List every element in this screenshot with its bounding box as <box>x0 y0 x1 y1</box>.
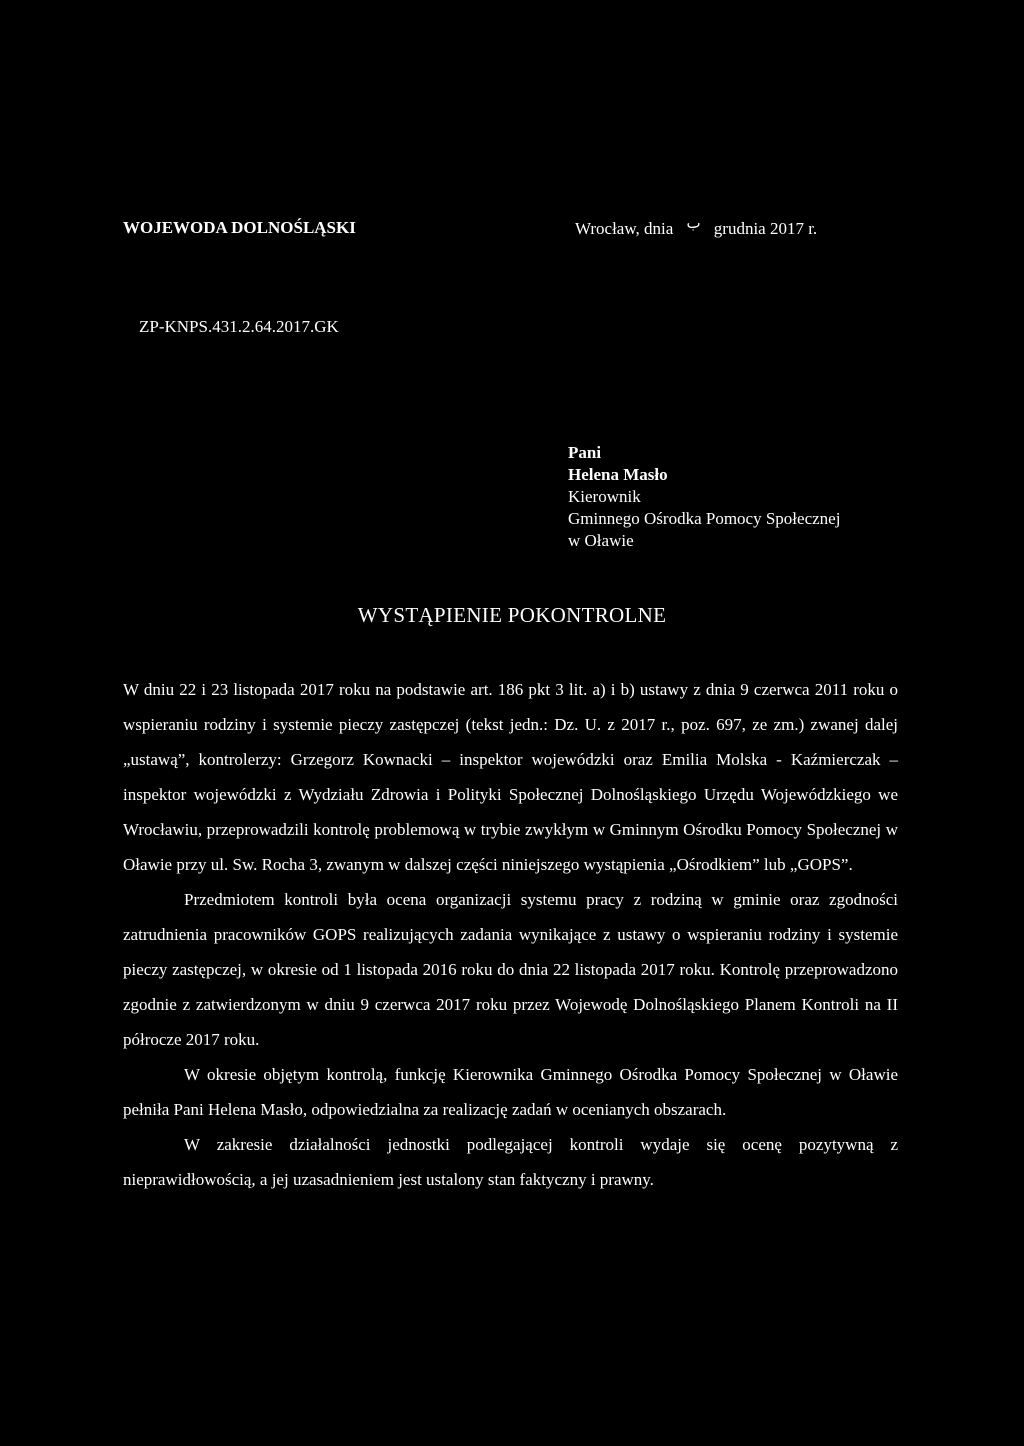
reference-number: ZP-KNPS.431.2.64.2017.GK <box>139 317 339 336</box>
addressee-city: w Oławie <box>568 531 634 550</box>
addressee-institution: Gminnego Ośrodka Pomocy Społecznej <box>568 509 841 528</box>
date-suffix: grudnia 2017 r. <box>713 219 818 238</box>
document-body <box>123 672 898 1197</box>
issuer-name: WOJEWODA DOLNOŚLĄSKI <box>123 218 356 237</box>
addressee-position: Kierownik <box>568 487 641 506</box>
addressee-name: Helena Masło <box>568 465 668 484</box>
document-title: WYSTĄPIENIE POKONTROLNE <box>357 603 667 627</box>
paragraph-4: W zakresie działalności jednostki podlegającej kontroli wydaje się ocenę pozytywną z nieprawidłowością, a jej uzasadnieniem jest ustalony stan faktyczny i prawny. <box>123 1135 898 1189</box>
paragraph-1: W dniu 22 i 23 listopada 2017 roku na podstawie art. 186 pkt 3 lit. a) i b) ustawy z dnia 9 czerwca 2011 roku o wspieraniu rodziny i systemie pieczy zastępczej (tekst jedn.: Dz. U. z 2017 r., poz. 697, ze zm.) zwanej dalej „ustawą”, kontrolerzy: Grzegorz Kownacki – inspektor wojewódzki oraz Emilia Molska - Kaźmierczak – inspektor wojewódzki z Wydziału Zdrowia i Polityki Społecznej Dolnośląskiego Urzędu Wojewódzkiego we Wrocławiu, przeprowadzili kontrolę problemową w trybie zwykłym w Gminnym Ośrodku Pomocy Społecznej w Oławie przy ul. Sw. Rocha 3, zwanym w dalszej części niniejszego wystąpienia „Ośrodkiem” lub „GOPS”. <box>123 680 898 874</box>
addressee-block <box>568 442 840 552</box>
paragraph-3: W okresie objętym kontrolą, funkcję Kierownika Gminnego Ośrodka Pomocy Społecznej w Oławie pełniła Pani Helena Masło, odpowiedzialna za realizację zadań w ocenianych obszarach. <box>123 1065 898 1119</box>
paragraph-2: Przedmiotem kontroli była ocena organizacji systemu pracy z rodziną w gminie oraz zgodności zatrudnienia pracowników GOPS realizujących zadania wynikające z ustawy o wspieraniu rodziny i systemie pieczy zastępczej, w okresie od 1 listopada 2016 roku do dnia 22 listopada 2017 roku. Kontrolę przeprowadzono zgodnie z zatwierdzonym w dniu 9 czerwca 2017 roku przez Wojewodę Dolnośląskiego Planem Kontroli na II półrocze 2017 roku. <box>123 890 898 1049</box>
handwritten-day: ب <box>686 214 701 232</box>
place-prefix: Wrocław, dnia <box>575 219 674 238</box>
place-and-date <box>575 214 818 239</box>
addressee-salutation: Pani <box>568 443 602 462</box>
